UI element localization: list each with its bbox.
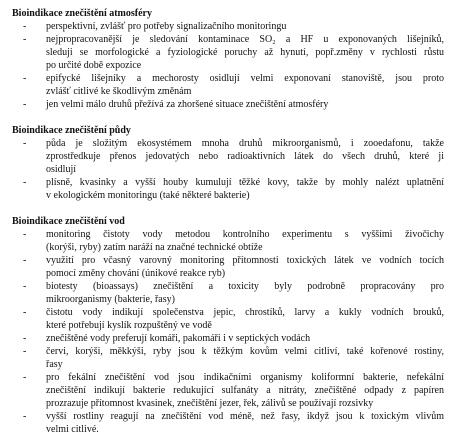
section-heading: Bioindikace znečištění vod	[12, 216, 125, 227]
dash-bullet-icon: -	[23, 346, 27, 357]
dash-bullet-icon: -	[23, 372, 27, 383]
item-text-line: (korýši, ryby) zatím naráží na značné technické obtíže	[46, 242, 263, 253]
list-item	[10, 332, 446, 345]
dash-bullet-icon: -	[23, 177, 27, 188]
item-text-line: čistotu vody indikují společenstva jepic, chrostíků, larvy a kukly vodních brouků,	[46, 307, 444, 318]
dash-bullet-icon: -	[23, 34, 27, 45]
section	[10, 124, 446, 202]
list-item	[10, 228, 446, 254]
dash-bullet-icon: -	[23, 307, 27, 318]
item-text-line: znečištěné vody preferují komáři, pakomáři i v septických vodách	[46, 333, 311, 344]
dash-bullet-icon: -	[23, 21, 27, 32]
bullet-list	[10, 137, 446, 202]
item-text-line: osidlují	[46, 164, 77, 175]
section	[10, 215, 446, 436]
bullet-list	[10, 228, 446, 436]
item-text-line: pro fekální znečištění vod jsou indikačními organismy koliformní bakterie, nefekální	[46, 372, 444, 383]
document-body	[10, 7, 446, 436]
dash-bullet-icon: -	[23, 333, 27, 344]
item-text-line: zprostředkuje přenos jedovatých nebo radioaktivních látek do všech druhů, které ji	[46, 151, 444, 162]
list-item	[10, 176, 446, 202]
dash-bullet-icon: -	[23, 138, 27, 149]
item-text-line: perspektivní, zvlášť pro potřeby signalizačního monitoringu	[46, 21, 287, 32]
item-text-line: mikroorganismy (bakterie, řasy)	[46, 294, 175, 305]
item-text-line: pomocí změny chování (únikové reakce ryb)	[46, 268, 226, 279]
dash-bullet-icon: -	[23, 411, 27, 422]
item-text-line: řasy	[46, 359, 63, 370]
dash-bullet-icon: -	[23, 255, 27, 266]
list-item	[10, 410, 446, 436]
item-text-line: nejpropracovanější je sledování kontaminace SO₂ a HF u exponovaných lišejníků,	[46, 34, 444, 45]
dash-bullet-icon: -	[23, 73, 27, 84]
section-heading: Bioindikace znečištění půdy	[12, 125, 131, 136]
list-item	[10, 280, 446, 306]
list-item	[10, 254, 446, 280]
item-text-line: sleduji se morfologické a fyziologické poruchy až hynutí, popř.změny v rychlosti růstu	[46, 47, 444, 58]
list-item	[10, 33, 446, 72]
item-text-line: prozrazuje přítomnost kvasinek, znečištění jezer, řek, zálivů se používají rozsivky	[46, 398, 374, 409]
list-item	[10, 98, 446, 111]
item-text-line: červi, korýši, měkkýši, ryby jsou k těžkým kovům velmi citliví, také kořenové rostiny,	[46, 346, 444, 357]
item-text-line: vyšší rostliny reagují na znečištění vod méně, než řasy, ikdyž jsou k toxickým vlivům	[46, 411, 444, 422]
list-item	[10, 137, 446, 176]
list-item	[10, 345, 446, 371]
item-text-line: využití pro včasný varovný monitoring přítomnosti toxických látek ve vodních tocích	[46, 255, 444, 266]
item-text-line: biotesty (bioassays) znečištění a toxicity byly podrobně propracovány pro	[46, 281, 444, 292]
item-text-line: jen velmi málo druhů přežívá za zhoršené situace znečištění atmosféry	[46, 99, 329, 110]
list-item	[10, 306, 446, 332]
dash-bullet-icon: -	[23, 281, 27, 292]
section-heading: Bioindikace znečištění atmosféry	[12, 8, 152, 19]
list-item	[10, 371, 446, 410]
item-text-line: velmi citlivé.	[46, 424, 99, 435]
item-text-line: epifycké lišejníky a mechorosty osidlují velmi exponovaní stanoviště, jsou proto	[46, 73, 444, 84]
list-item	[10, 72, 446, 98]
item-text-line: půda je složitým ekosystémem mnoha druhů mikroorganismů, i zooedafonu, takže	[46, 138, 444, 149]
bullet-list	[10, 20, 446, 111]
item-text-line: po určité době expozice	[46, 60, 142, 71]
item-text-line: znečištění indikují bakterie redukující sulfanáty a nitráty, znečištěné odpady z papíren	[46, 385, 444, 396]
list-item	[10, 20, 446, 33]
dash-bullet-icon: -	[23, 229, 27, 240]
item-text-line: které potřebují kyslík rozpuštěný ve vodě	[46, 320, 212, 331]
item-text-line: zvlášť citlivé ke škodlivým změnám	[46, 86, 192, 97]
item-text-line: plísně, kvasinky a vyšší houby kumulují těžké kovy, takže by mohly nalézt uplatnění	[46, 177, 444, 188]
item-text-line: v ekologickém monitoringu (také některé bakterie)	[46, 190, 250, 201]
item-text-line: monitoring čistoty vody metodou kontrolního experimentu s vyššími živočichy	[46, 229, 444, 240]
section	[10, 7, 446, 111]
dash-bullet-icon: -	[23, 99, 27, 110]
